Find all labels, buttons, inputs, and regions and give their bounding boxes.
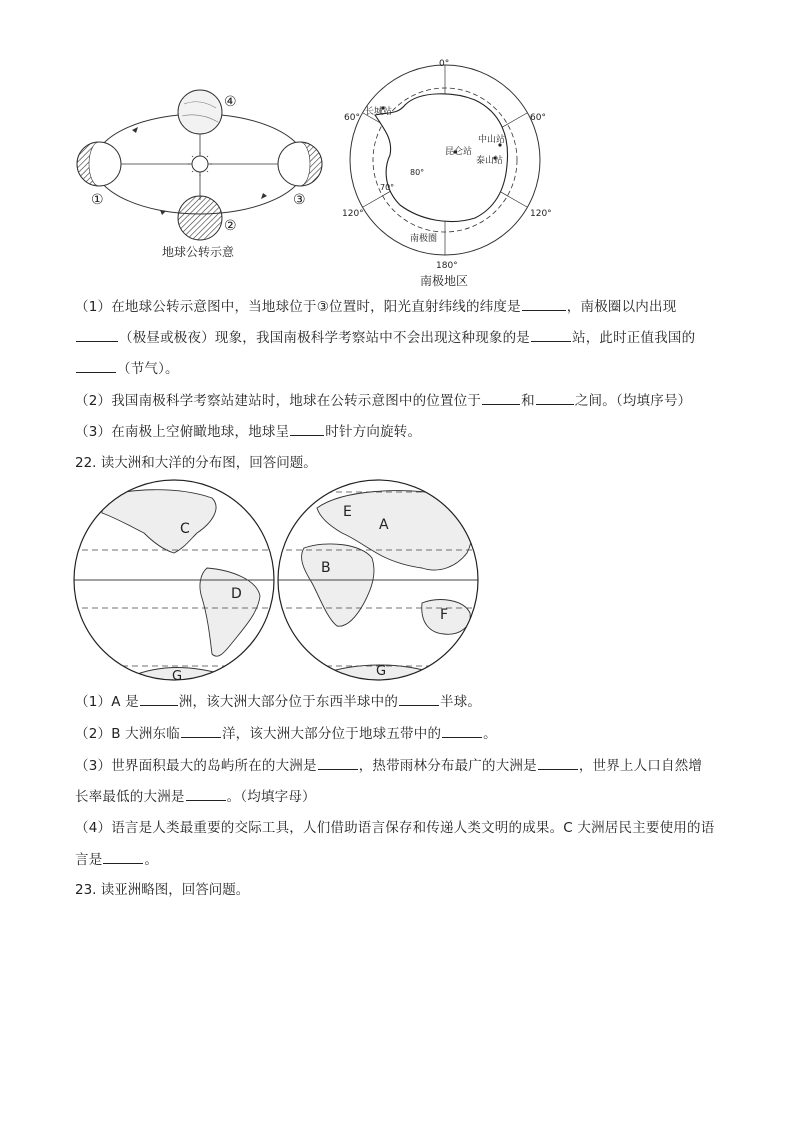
continent-label-e: E bbox=[343, 504, 352, 520]
position-4-label: ④ bbox=[224, 94, 237, 110]
answer-blank[interactable] bbox=[531, 327, 571, 342]
q21-part1-line2: （极昼或极夜）现象，我国南极科学考察站中不会出现这种现象的是 站，此时正值我国的 bbox=[75, 327, 695, 348]
answer-blank[interactable] bbox=[290, 421, 324, 436]
continent-label-g-east: G bbox=[376, 664, 387, 679]
lon-60w-label: 60° bbox=[344, 113, 360, 123]
answer-blank[interactable] bbox=[536, 390, 574, 405]
q22-part2: （2）B 大洲东临 洋，该大洲大部分位于地球五带中的 。 bbox=[75, 723, 497, 744]
answer-blank[interactable] bbox=[76, 358, 116, 373]
q21-part3: （3）在南极上空俯瞰地球，地球呈 时针方向旋转。 bbox=[75, 421, 421, 442]
continent-label-c: C bbox=[180, 521, 190, 537]
fig2-caption: 南极地区 bbox=[420, 274, 469, 288]
lon-120w-label: 120° bbox=[342, 209, 364, 219]
answer-blank[interactable] bbox=[482, 390, 520, 405]
q22-part4-line2: 言是 。 bbox=[75, 849, 158, 870]
lon-60e-label: 60° bbox=[530, 113, 546, 123]
lon-0-label: 0° bbox=[439, 59, 450, 69]
continent-label-a: A bbox=[379, 517, 389, 533]
station-changcheng: 长城站 bbox=[365, 107, 393, 117]
q22-part4-line1: （4）语言是人类最重要的交际工具，人们借助语言保存和传递人类文明的成果。C 大洲居民主要使用的语 bbox=[75, 820, 715, 836]
fig1-caption: 地球公转示意 bbox=[162, 245, 235, 259]
station-zhongshan: 中山站 bbox=[478, 135, 506, 145]
world-hemispheres-map bbox=[72, 478, 484, 686]
answer-blank[interactable] bbox=[186, 786, 226, 801]
continent-label-f: F bbox=[440, 607, 449, 623]
q22-part3-line1: （3）世界面积最大的岛屿所在的大洲是 ，热带雨林分布最广的大洲是 ，世界上人口自然增 bbox=[75, 755, 702, 776]
position-1-label: ① bbox=[91, 192, 104, 208]
position-3-label: ③ bbox=[293, 192, 306, 208]
antarctic-circle-label: 南极圈 bbox=[410, 234, 438, 244]
station-kunlun: 昆仑站 bbox=[445, 147, 473, 157]
answer-blank[interactable] bbox=[318, 755, 358, 770]
answer-blank[interactable] bbox=[442, 723, 482, 738]
lon-120e-label: 120° bbox=[530, 209, 552, 219]
answer-blank[interactable] bbox=[103, 849, 143, 864]
q22-part3-line2: 长率最低的大洲是 。（均填字母） bbox=[75, 786, 316, 807]
q21-part2: （2）我国南极科学考察站建站时，地球在公转示意图中的位置位于 和 之间。（均填序号） bbox=[75, 390, 691, 411]
position-2-label: ② bbox=[224, 218, 237, 234]
lon-180-label: 180° bbox=[436, 261, 458, 271]
answer-blank[interactable] bbox=[140, 691, 178, 706]
antarctica-map-figure bbox=[340, 58, 550, 293]
q23-heading: 23. 读亚洲略图，回答问题。 bbox=[75, 882, 250, 898]
answer-blank[interactable] bbox=[76, 327, 118, 342]
q21-part1-line1: （1）在地球公转示意图中，当地球位于③位置时，阳光直射纬线的纬度是 ，南极圈以内出现 bbox=[75, 296, 676, 317]
continent-label-d: D bbox=[231, 586, 242, 602]
continent-label-b: B bbox=[321, 560, 331, 576]
answer-blank[interactable] bbox=[399, 691, 439, 706]
q22-heading: 22. 读大洲和大洋的分布图，回答问题。 bbox=[75, 455, 317, 471]
station-taishan: 泰山站 bbox=[476, 156, 504, 166]
answer-blank[interactable] bbox=[522, 296, 566, 311]
lat-80-label: 80° bbox=[410, 168, 425, 177]
earth-revolution-figure bbox=[72, 88, 332, 268]
lat-70-label: 70° bbox=[380, 183, 395, 192]
continent-label-g-west: G bbox=[172, 669, 183, 684]
answer-blank[interactable] bbox=[538, 755, 578, 770]
answer-blank[interactable] bbox=[181, 723, 221, 738]
q22-part1: （1）A 是 洲，该大洲大部分位于东西半球中的 半球。 bbox=[75, 691, 481, 712]
q21-part1-line3: （节气）。 bbox=[75, 358, 179, 379]
